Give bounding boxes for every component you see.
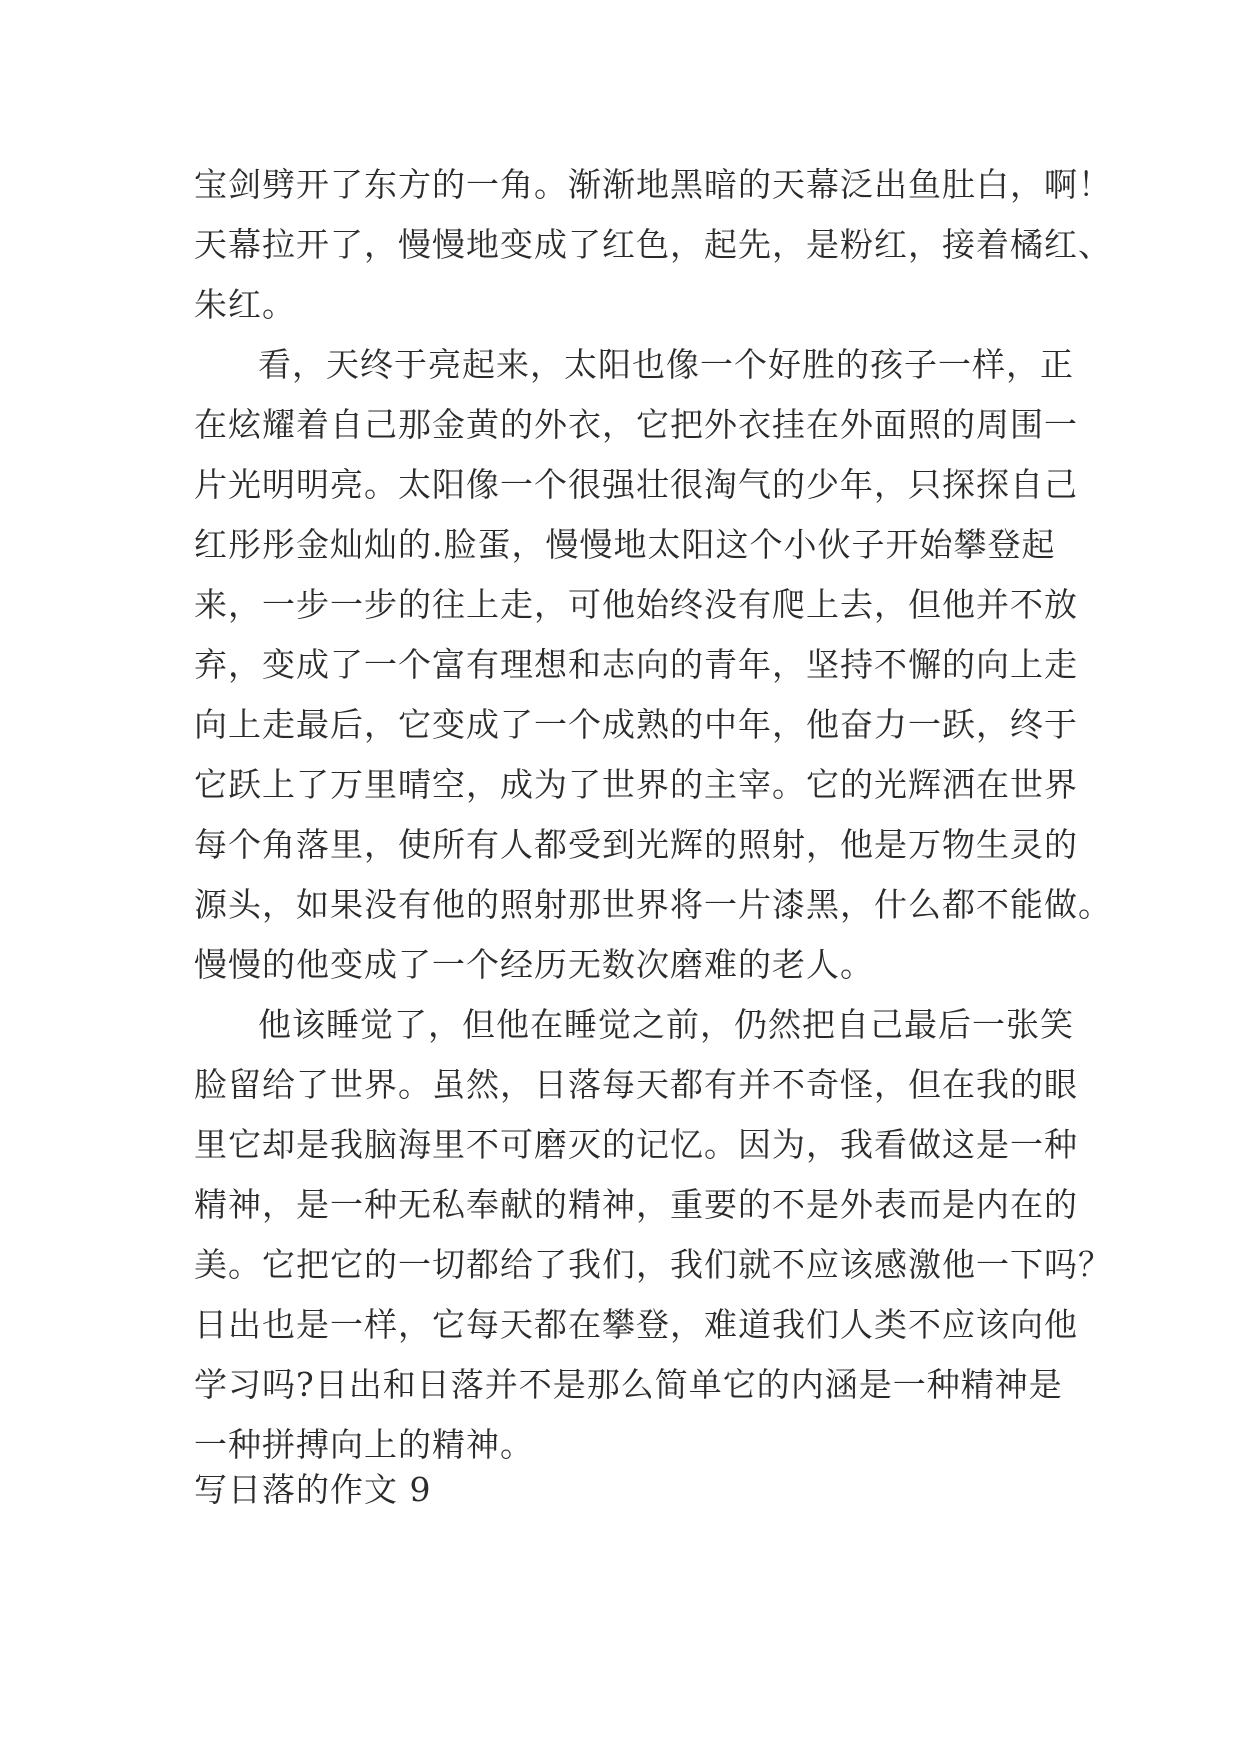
text-line: 它跃上了万里晴空，成为了世界的主宰。它的光辉洒在世界 [194, 765, 1078, 804]
text-line: 学习吗?日出和日落并不是那么简单它的内涵是一种精神是 [194, 1365, 1063, 1404]
text-line: 脸留给了世界。虽然，日落每天都有并不奇怪，但在我的眼 [194, 1065, 1078, 1104]
paragraph-1 [194, 155, 1112, 335]
text-line: 美。它把它的一切都给了我们，我们就不应该感激他一下吗？ [194, 1245, 1112, 1284]
text-line: 在炫耀着自己那金黄的外衣，它把外衣挂在外面照的周围一 [194, 405, 1078, 444]
essay-body [194, 155, 1112, 1475]
text-line: 每个角落里，使所有人都受到光辉的照射，他是万物生灵的 [194, 825, 1078, 864]
text-line: 源头，如果没有他的照射那世界将一片漆黑，什么都不能做。 [194, 885, 1112, 924]
paragraph-2 [194, 335, 1112, 995]
text-line: 朱红。 [194, 285, 296, 324]
text-line: 慢慢的他变成了一个经历无数次磨难的老人。 [194, 945, 874, 984]
text-line: 宝剑劈开了东方的一角。渐渐地黑暗的天幕泛出鱼肚白，啊！ [194, 165, 1112, 204]
section-heading: 写日落的作文 9 [194, 1470, 432, 1509]
text-line: 精神，是一种无私奉献的精神，重要的不是外表而是内在的 [194, 1185, 1078, 1224]
text-line: 来，一步一步的往上走，可他始终没有爬上去，但他并不放 [194, 585, 1078, 624]
text-line: 弃，变成了一个富有理想和志向的青年，坚持不懈的向上走 [194, 645, 1078, 684]
text-line: 看，天终于亮起来，太阳也像一个好胜的孩子一样，正 [258, 345, 1074, 384]
text-line: 里它却是我脑海里不可磨灭的记忆。因为，我看做这是一种 [194, 1125, 1078, 1164]
text-line: 日出也是一样，它每天都在攀登，难道我们人类不应该向他 [194, 1305, 1078, 1344]
text-line: 他该睡觉了，但他在睡觉之前，仍然把自己最后一张笑 [258, 1005, 1074, 1044]
text-line: 片光明明亮。太阳像一个很强壮很淘气的少年，只探探自己 [194, 465, 1078, 504]
text-line: 一种拼搏向上的精神。 [194, 1425, 534, 1464]
text-line: 天幕拉开了，慢慢地变成了红色，起先，是粉红，接着橘红、 [194, 225, 1112, 264]
text-line: 红彤彤金灿灿的.脸蛋，慢慢地太阳这个小伙子开始攀登起 [194, 525, 1056, 564]
text-line: 向上走最后，它变成了一个成熟的中年，他奋力一跃，终于 [194, 705, 1078, 744]
paragraph-3 [194, 995, 1112, 1475]
